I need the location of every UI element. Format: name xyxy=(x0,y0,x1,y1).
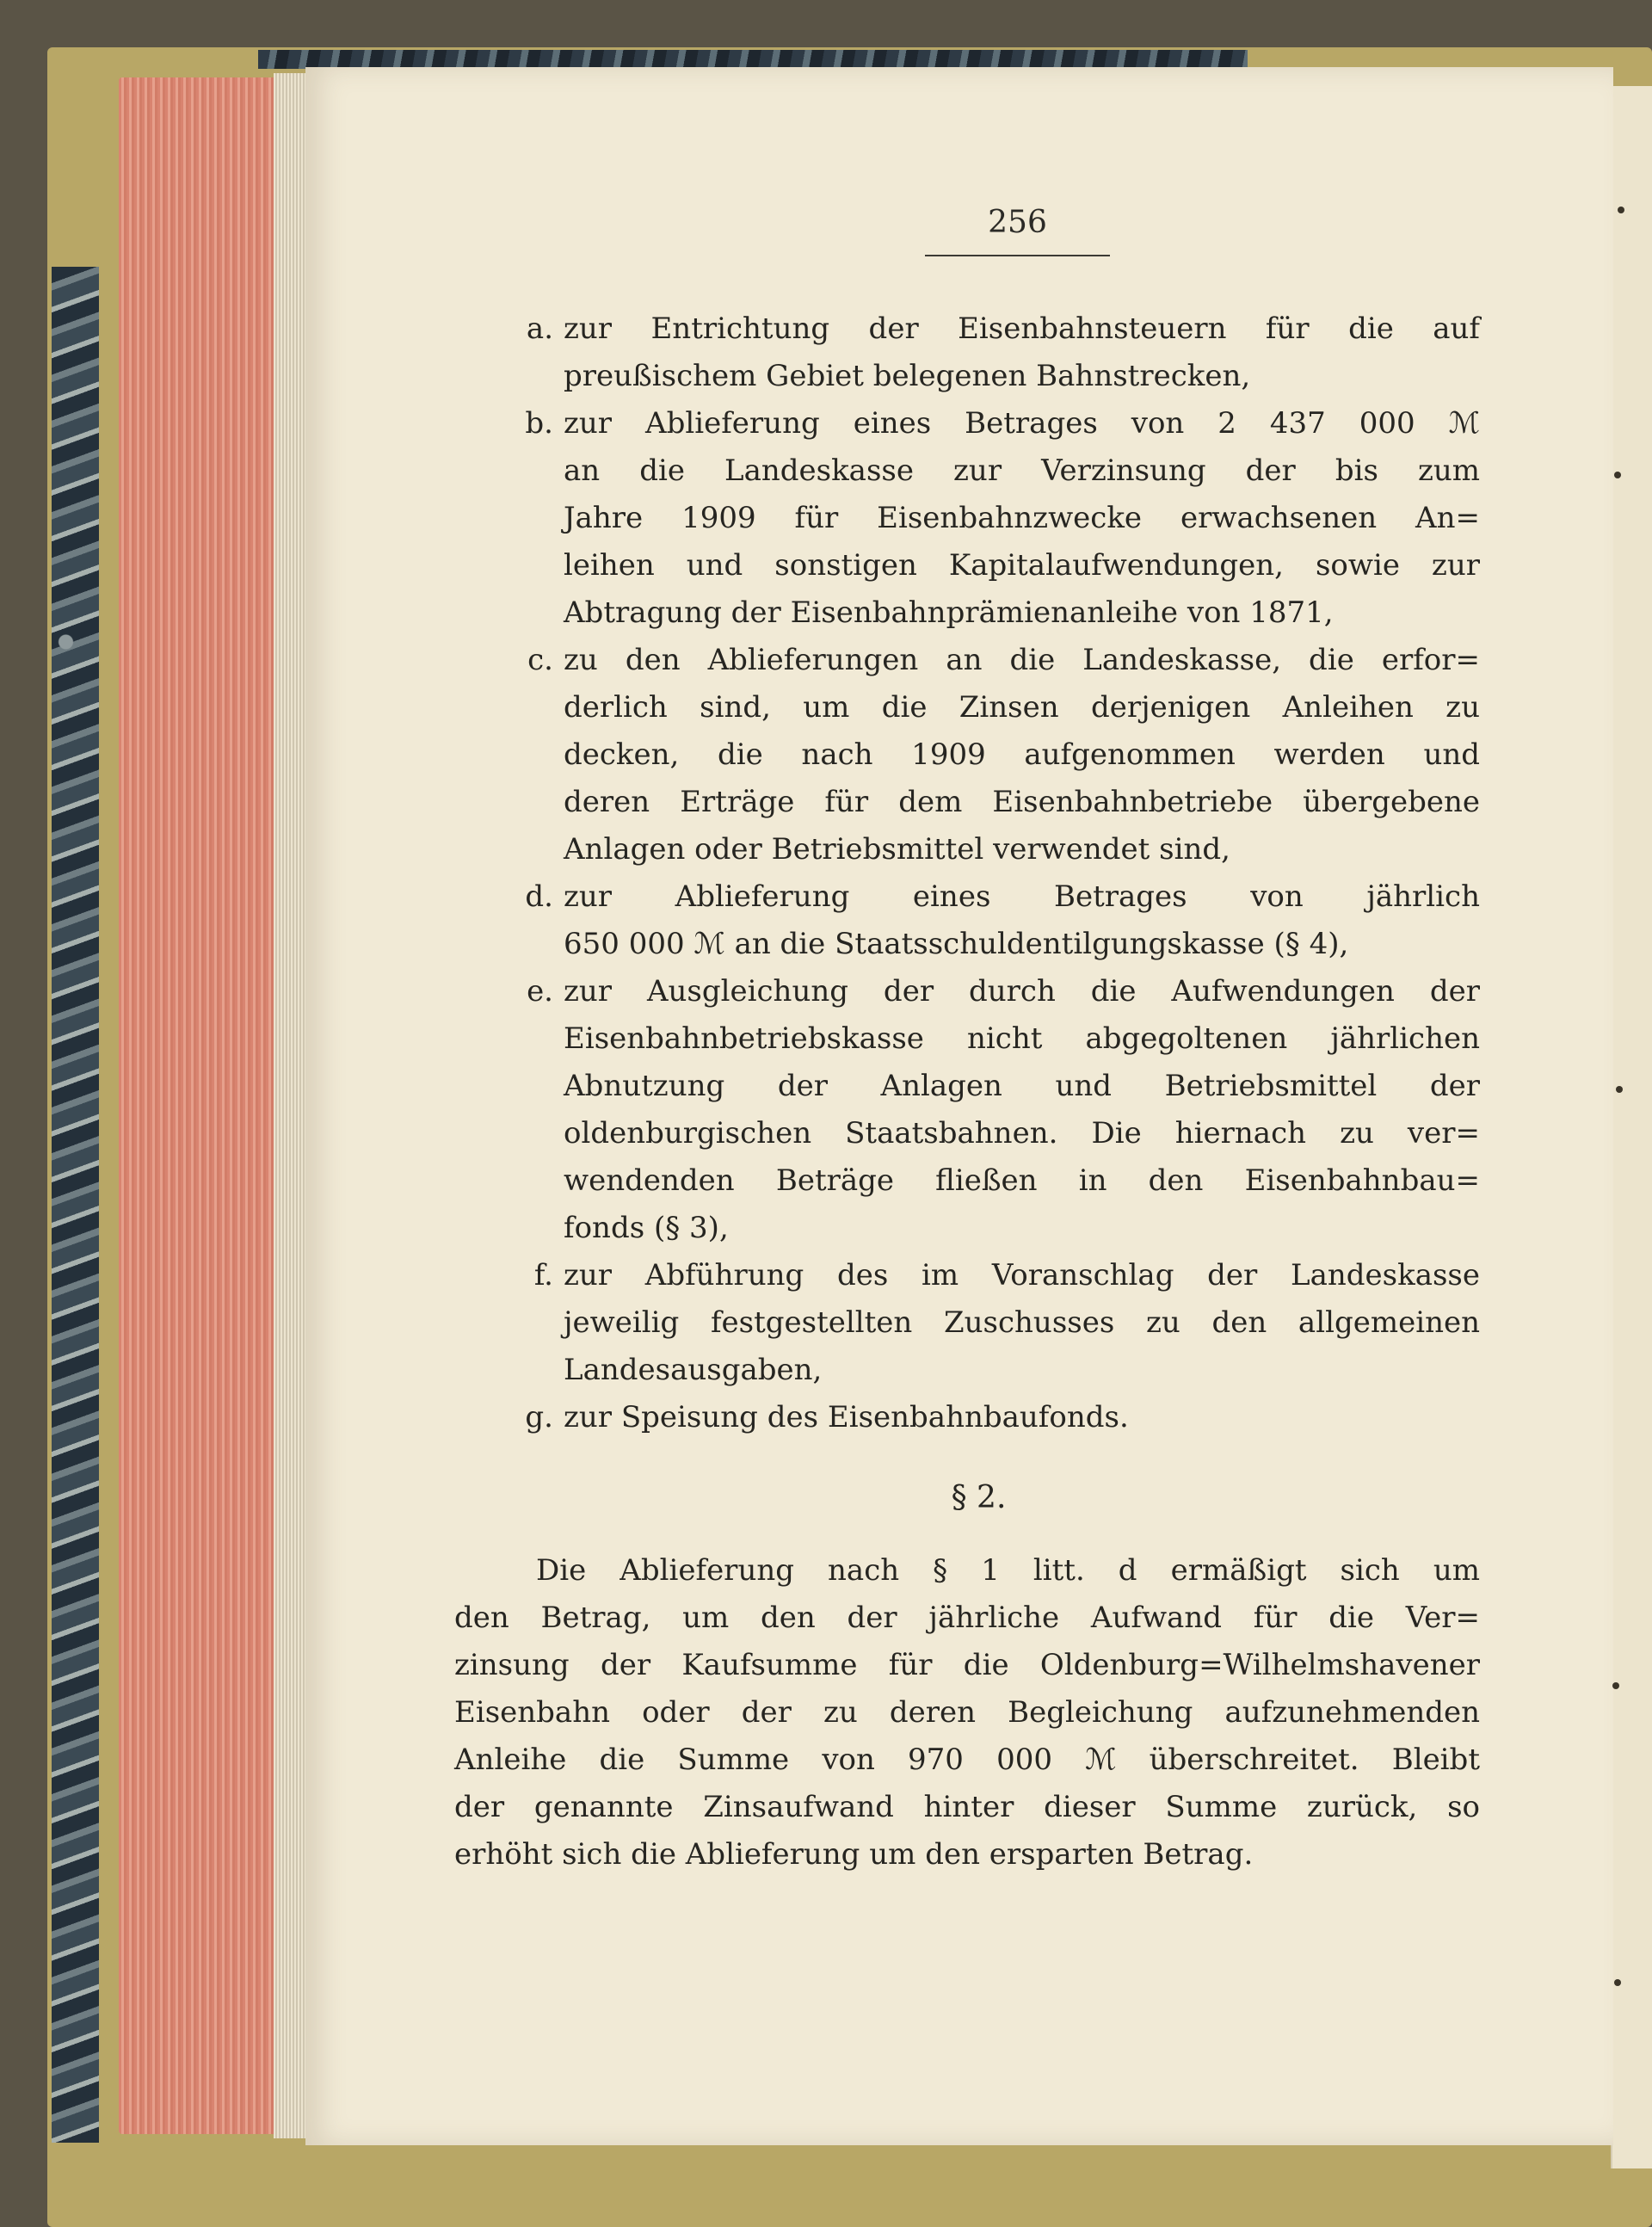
page-content xyxy=(454,305,1480,1878)
text-line: an die Landeskasse zur Verzinsung der bis zum xyxy=(564,453,1480,488)
page-stack xyxy=(274,73,308,2138)
text-line: decken, die nach 1909 aufgenommen werden und xyxy=(564,737,1480,772)
text-line: Abtragung der Eisenbahnprämienanleihe von 1871, xyxy=(564,595,1334,630)
item-letter: e. xyxy=(527,974,553,1009)
text-line: zinsung der Kaufsumme für die Oldenburg=Wilhelmshavener xyxy=(454,1648,1480,1682)
text-line: preußischem Gebiet belegenen Bahnstrecken, xyxy=(564,359,1251,393)
text-line: zur Entrichtung der Eisenbahnsteuern für die auf xyxy=(564,312,1480,346)
text-line: zu den Ablieferungen an die Landeskasse, die erfor= xyxy=(564,643,1480,677)
text-line: Anlagen oder Betriebsmittel verwendet sind, xyxy=(564,832,1230,867)
text-line: zur Ablieferung eines Betrages von 2 437 000 ℳ xyxy=(564,406,1480,441)
text-line: den Betrag, um den der jährliche Aufwand für die Ver= xyxy=(454,1601,1480,1635)
text-line: Anleihe die Summe von 970 000 ℳ überschreitet. Bleibt xyxy=(454,1743,1480,1777)
text-line: Landesausgaben, xyxy=(564,1353,823,1387)
speck xyxy=(1612,1682,1619,1689)
list-item-g xyxy=(525,1394,1480,1441)
marbled-edge-top xyxy=(258,50,1248,69)
section-paragraph xyxy=(454,1547,1480,1878)
text-line: leihen und sonstigen Kapitalaufwendungen, sowie zur xyxy=(564,548,1480,583)
item-letter: f. xyxy=(533,1258,553,1292)
text-line: Abnutzung der Anlagen und Betriebsmittel der xyxy=(564,1069,1480,1103)
page-number-rule xyxy=(925,255,1110,256)
text-line: zur Abführung des im Voranschlag der Landeskasse xyxy=(564,1258,1480,1292)
item-letter: g. xyxy=(525,1400,553,1434)
list-item-c xyxy=(527,637,1480,873)
speck xyxy=(1616,1086,1623,1093)
speck xyxy=(1614,1979,1621,1986)
section-heading: § 2. xyxy=(951,1480,1007,1515)
list-item-a xyxy=(526,305,1480,400)
item-letter: d. xyxy=(525,879,553,914)
text-line: Jahre 1909 für Eisenbahnzwecke erwachsenen An= xyxy=(564,501,1480,535)
list-item-d xyxy=(525,873,1480,968)
text-line: derlich sind, um die Zinsen derjenigen Anleihen zu xyxy=(564,690,1480,725)
text-line: oldenburgischen Staatsbahnen. Die hiernach zu ver= xyxy=(564,1116,1480,1151)
text-line: erhöht sich die Ablieferung um den ersparten Betrag. xyxy=(454,1837,1254,1872)
list-item-e xyxy=(527,968,1480,1252)
text-line: zur Speisung des Eisenbahnbaufonds. xyxy=(564,1400,1129,1434)
speck xyxy=(1618,207,1624,213)
text-line: zur Ausgleichung der durch die Aufwendungen der xyxy=(564,974,1480,1009)
text-line: Die Ablieferung nach § 1 litt. d ermäßigt sich um xyxy=(536,1553,1480,1588)
list-item-b xyxy=(525,400,1480,637)
item-letter: a. xyxy=(526,312,553,346)
list-item-f xyxy=(533,1252,1480,1394)
item-letter: c. xyxy=(527,643,553,677)
text-line: Eisenbahn oder der zu deren Begleichung aufzunehmenden xyxy=(454,1695,1480,1730)
item-letter: b. xyxy=(525,406,553,441)
text-line: deren Erträge für dem Eisenbahnbetriebe übergebene xyxy=(564,785,1480,819)
page-number: 256 xyxy=(988,205,1047,240)
marbled-cover-edge xyxy=(52,267,99,2143)
text-line: fonds (§ 3), xyxy=(564,1211,729,1245)
text-line: 650 000 ℳ an die Staatsschuldentilgungskasse (§ 4), xyxy=(564,927,1349,961)
text-line: jeweilig festgestellten Zuschusses zu den allgemeinen xyxy=(564,1305,1480,1340)
text-line: der genannte Zinsaufwand hinter dieser Summe zurück, so xyxy=(454,1790,1480,1824)
text-line: Eisenbahnbetriebskasse nicht abgegoltenen jährlichen xyxy=(564,1021,1480,1056)
red-page-edges xyxy=(119,77,291,2134)
speck xyxy=(1614,472,1621,478)
text-line: zur Ablieferung eines Betrages von jährlich xyxy=(564,879,1480,914)
facing-page-edge xyxy=(1611,86,1652,2168)
text-line: wendenden Beträge fließen in den Eisenbahnbau= xyxy=(564,1163,1480,1198)
